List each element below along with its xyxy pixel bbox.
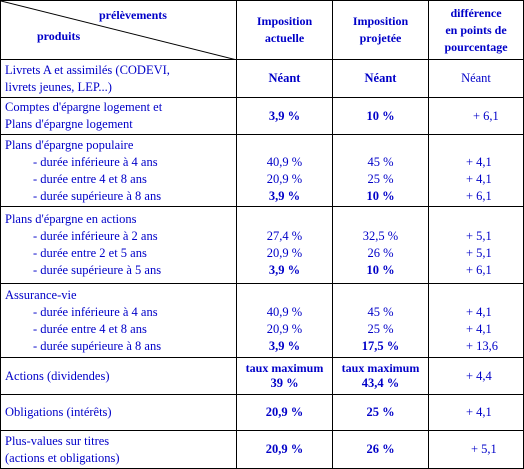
row-label-line: Plans d'épargne populaire	[5, 137, 134, 152]
table-row	[1, 135, 524, 207]
current-rate	[237, 207, 333, 284]
current-rate: Néant	[237, 60, 333, 98]
diff-points: + 4,1	[429, 395, 524, 431]
projected-rate	[333, 284, 429, 358]
col-header-diff	[429, 1, 524, 60]
sub-row-label: - durée supérieure à 8 ans	[33, 338, 162, 353]
row-label-line: Livrets A et assimilés (CODEVI,	[5, 62, 170, 77]
diff-points-value: + 6,1	[466, 263, 492, 277]
table-row	[1, 207, 524, 284]
diff-points-value: + 4,1	[466, 171, 492, 186]
diff-points-value: + 5,1	[466, 246, 492, 260]
projected-rate-value: 10 %	[366, 263, 395, 277]
projected-rate-value: 45 %	[367, 304, 394, 319]
row-label-obligations: Obligations (intérêts)	[1, 395, 237, 431]
current-rate-value: 3,9 %	[268, 263, 301, 277]
diff-points	[429, 284, 524, 358]
col-header-diff-line3: pourcentage	[444, 39, 508, 54]
col-header-diff-line2: en points de	[445, 22, 507, 37]
corner-label-produits: produits	[37, 29, 81, 43]
current-rate-value: 20,9 %	[266, 171, 303, 186]
row-label-actions: Actions (dividendes)	[1, 358, 237, 395]
projected-rate	[333, 135, 429, 207]
projected-rate-value: 10 %	[366, 188, 395, 203]
diff-points	[429, 207, 524, 284]
col-header-current	[237, 1, 333, 60]
diff-points: + 4,4	[429, 358, 524, 395]
projected-rate-value: 17,5 %	[361, 338, 400, 353]
current-rate	[237, 284, 333, 358]
row-label-line: (actions et obligations)	[5, 450, 120, 465]
table-row	[1, 284, 524, 358]
current-rate-value: 3,9 %	[268, 338, 301, 353]
projected-rate: 26 %	[333, 431, 429, 469]
row-label-line: Assurance-vie	[5, 287, 77, 302]
diff-points-value: + 4,1	[466, 321, 492, 336]
diff-points: + 6,1	[429, 98, 524, 135]
row-label-epargne-logement	[1, 98, 237, 135]
row-label-line: Plus-values sur titres	[5, 433, 110, 448]
row-label-livrets	[1, 60, 237, 98]
diff-points-value: + 4,1	[466, 304, 492, 319]
current-rate: 20,9 %	[237, 395, 333, 431]
sub-row-label: - durée inférieure à 2 ans	[33, 229, 158, 243]
projected-rate-value: 32,5 %	[362, 229, 399, 243]
current-rate-value: 27,4 %	[266, 229, 303, 243]
table-row	[1, 358, 524, 395]
table-row	[1, 60, 524, 98]
projected-rate: 10 %	[333, 98, 429, 135]
projected-rate-value: 25 %	[367, 321, 394, 336]
table-row	[1, 395, 524, 431]
current-rate-value: 40,9 %	[266, 304, 303, 319]
projected-rate-value: 43,4 %	[361, 376, 400, 390]
sub-row-label: - durée inférieure à 4 ans	[33, 304, 158, 319]
sub-row-label: - durée entre 4 et 8 ans	[33, 321, 147, 336]
sub-row-label: - durée supérieure à 5 ans	[33, 263, 162, 277]
row-label-pep	[1, 135, 237, 207]
current-rate	[237, 358, 333, 395]
projected-rate-value: 45 %	[367, 154, 394, 169]
diff-points-value: + 13,6	[466, 338, 499, 353]
current-rate-value: 3,9 %	[268, 188, 301, 203]
diff-points: + 5,1	[429, 431, 524, 469]
projected-rate-note: taux maximum	[341, 361, 420, 375]
diff-points: Néant	[429, 60, 524, 98]
current-rate: 3,9 %	[237, 98, 333, 135]
sub-row-label: - durée supérieure à 8 ans	[33, 188, 162, 203]
current-rate-value: 40,9 %	[266, 154, 303, 169]
current-rate-value: 39 %	[270, 376, 299, 390]
projected-rate: 25 %	[333, 395, 429, 431]
projected-rate-value: 25 %	[367, 171, 394, 186]
row-label-line: Comptes d'épargne logement et	[5, 100, 163, 114]
row-label-pea	[1, 207, 237, 284]
col-header-projected-line1: Imposition	[352, 14, 409, 28]
table-row	[1, 431, 524, 469]
current-rate	[237, 135, 333, 207]
projected-rate	[333, 358, 429, 395]
current-rate-note: taux maximum	[245, 361, 324, 375]
col-header-projected-line2: projetée	[359, 31, 402, 45]
sub-row-label: - durée inférieure à 4 ans	[33, 154, 158, 169]
corner-label-prelevements: prélèvements	[99, 8, 167, 22]
corner-header-cell	[1, 1, 237, 60]
projected-rate: Néant	[333, 60, 429, 98]
row-label-assurance-vie	[1, 284, 237, 358]
row-label-line: Plans d'épargne logement	[5, 117, 133, 131]
diff-points-value: + 6,1	[466, 188, 492, 203]
projected-rate	[333, 207, 429, 284]
col-header-diff-line1: différence	[450, 5, 502, 20]
header-row	[1, 1, 524, 60]
diff-points-value: + 4,1	[466, 154, 492, 169]
col-header-projected	[333, 1, 429, 60]
sub-row-label: - durée entre 4 et 8 ans	[33, 171, 147, 186]
row-label-line: Plans d'épargne en actions	[5, 212, 137, 226]
table-row	[1, 98, 524, 135]
row-label-line: livrets jeunes, LEP...)	[5, 79, 112, 94]
sub-row-label: - durée entre 2 et 5 ans	[33, 246, 147, 260]
diff-points-value: + 5,1	[466, 229, 492, 243]
current-rate-value: 20,9 %	[266, 321, 303, 336]
row-label-plus-values	[1, 431, 237, 469]
current-rate: 20,9 %	[237, 431, 333, 469]
projected-rate-value: 26 %	[367, 246, 394, 260]
diff-points	[429, 135, 524, 207]
current-rate-value: 20,9 %	[266, 246, 303, 260]
col-header-current-line1: Imposition	[256, 14, 313, 28]
col-header-current-line2: actuelle	[264, 31, 305, 45]
